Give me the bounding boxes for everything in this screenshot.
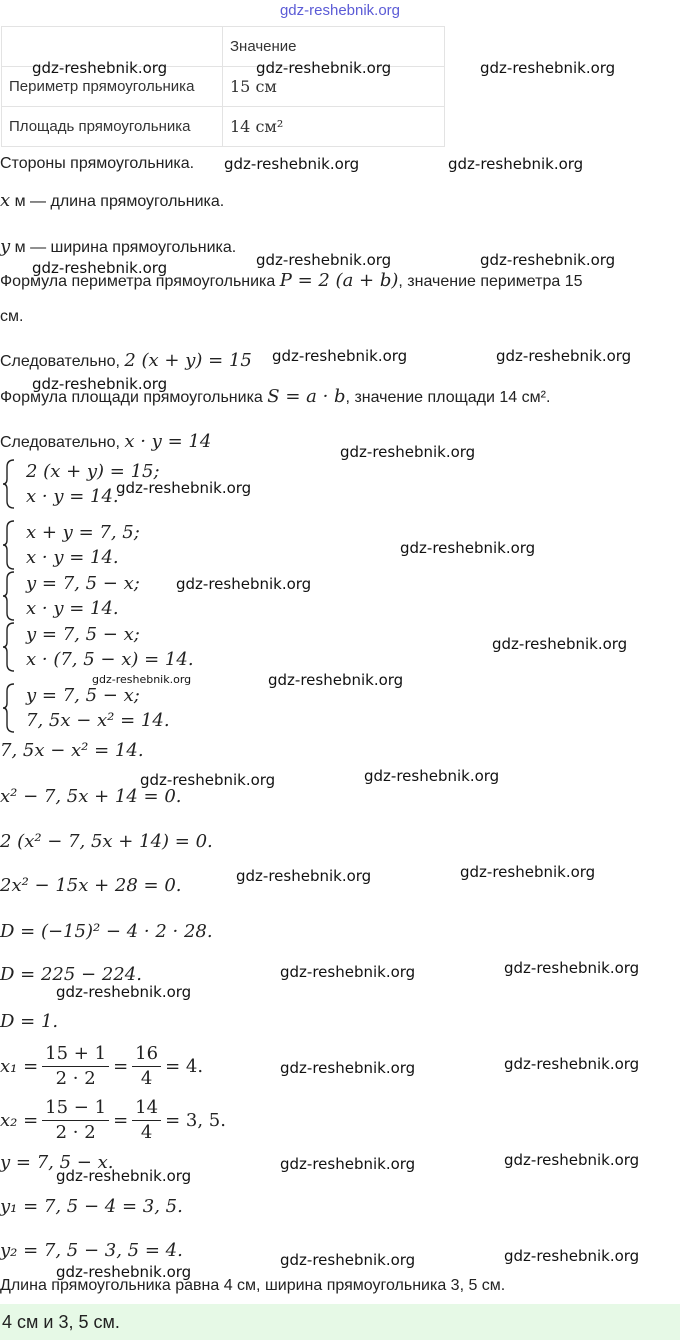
- watermark: gdz-reshebnik.org: [116, 479, 252, 497]
- area-formula-prefix: Формула площади прямоугольника: [0, 389, 268, 406]
- equation-text: x² − 7, 5x + 14 = 0.: [0, 786, 182, 807]
- conclusion-text: Длина прямоугольника равна 4 см, ширина прямоугольника 3, 5 см.: [0, 1277, 506, 1294]
- table-row-label: Периметр прямоугольника: [2, 67, 223, 107]
- fraction-denominator: 2 · 2: [55, 1121, 96, 1143]
- root-lhs: x₁ =: [0, 1055, 39, 1077]
- equation-system: [2, 520, 140, 570]
- equation-text: D = 225 − 224.: [0, 964, 142, 985]
- root-lhs: x₂ =: [0, 1109, 39, 1131]
- watermark: gdz-reshebnik.org: [400, 539, 536, 557]
- watermark: gdz-reshebnik.org: [448, 155, 584, 173]
- root-rest: = 4.: [165, 1055, 204, 1077]
- perimeter-formula-math: P = 2 (a + b): [279, 270, 399, 291]
- fraction: [42, 1098, 109, 1143]
- watermark: gdz-reshebnik.org: [272, 347, 408, 365]
- root-x2: [0, 1098, 226, 1143]
- perimeter-formula-suffix: , значение периметра 15: [398, 273, 583, 290]
- system-line: x · y = 14.: [26, 598, 119, 619]
- equation-system: [2, 622, 194, 672]
- equals-sign: =: [113, 1109, 129, 1131]
- fraction-denominator: 2 · 2: [55, 1067, 96, 1089]
- watermark: gdz-reshebnik.org: [268, 671, 404, 689]
- system-line: x · y = 14.: [26, 547, 119, 568]
- system-line: x · (7, 5 − x) = 14.: [26, 649, 194, 670]
- y-definition: [0, 236, 236, 257]
- x-variable: x: [0, 190, 11, 211]
- watermark: gdz-reshebnik.org: [56, 983, 192, 1001]
- table-row-value: 15 см: [223, 67, 445, 107]
- watermark: gdz-reshebnik.org: [504, 1055, 640, 1073]
- fraction-numerator: 15 − 1: [42, 1098, 109, 1121]
- table-header-cell: Значение: [223, 27, 445, 67]
- fraction: [132, 1044, 161, 1089]
- watermark: gdz-reshebnik.org: [460, 863, 596, 881]
- therefore-prefix: Следовательно,: [0, 353, 125, 370]
- watermark: gdz-reshebnik.org: [256, 251, 392, 269]
- equals-sign: =: [113, 1055, 129, 1077]
- watermark: gdz-reshebnik.org: [56, 1167, 192, 1185]
- equation: [0, 831, 213, 852]
- system-line: 2 (x + y) = 15;: [26, 461, 160, 482]
- answer-box: 4 см и 3, 5 см.: [0, 1304, 680, 1340]
- root-rest: = 3, 5.: [165, 1109, 226, 1131]
- equation-text: D = 1.: [0, 1011, 59, 1032]
- system-line: 7, 5x − x² = 14.: [26, 710, 170, 731]
- equation-text: 2x² − 15x + 28 = 0.: [0, 875, 182, 896]
- y-definition-text: м — ширина прямоугольника.: [10, 239, 237, 256]
- brace-icon: [2, 520, 16, 570]
- equation-text: y₂ = 7, 5 − 3, 5 = 4.: [0, 1240, 183, 1261]
- fraction: [42, 1044, 109, 1089]
- brace-icon: [2, 683, 16, 733]
- system-line: y = 7, 5 − x;: [26, 685, 140, 706]
- system-line: y = 7, 5 − x;: [26, 573, 140, 594]
- therefore-math: x · y = 14: [124, 431, 212, 452]
- watermark: gdz-reshebnik.org: [504, 1247, 640, 1265]
- table-row: [2, 107, 445, 147]
- equation-system: [2, 683, 170, 733]
- site-header[interactable]: gdz-reshebnik.org: [279, 2, 401, 19]
- fraction-numerator: 16: [132, 1044, 161, 1067]
- watermark: gdz-reshebnik.org: [236, 867, 372, 885]
- equation: [0, 875, 182, 896]
- equation-text: y₁ = 7, 5 − 4 = 3, 5.: [0, 1196, 183, 1217]
- watermark: gdz-reshebnik.org: [480, 251, 616, 269]
- watermark: gdz-reshebnik.org: [92, 673, 192, 686]
- therefore-prefix: Следовательно,: [0, 434, 125, 451]
- table-row-label: Площадь прямоугольника: [2, 107, 223, 147]
- equation: [0, 1011, 58, 1032]
- equation-text: 2 (x² − 7, 5x + 14) = 0.: [0, 831, 213, 852]
- system-line: y = 7, 5 − x;: [26, 624, 140, 645]
- perimeter-unit: см.: [0, 308, 24, 325]
- watermark: gdz-reshebnik.org: [496, 347, 632, 365]
- watermark: gdz-reshebnik.org: [340, 443, 476, 461]
- area-formula-suffix: , значение площади 14 см².: [345, 389, 551, 406]
- watermark: gdz-reshebnik.org: [492, 635, 628, 653]
- watermark: gdz-reshebnik.org: [364, 767, 500, 785]
- watermark: gdz-reshebnik.org: [280, 1059, 416, 1077]
- x-definition-text: м — длина прямоугольника.: [10, 193, 225, 210]
- brace-icon: [2, 622, 16, 672]
- watermark: gdz-reshebnik.org: [140, 771, 276, 789]
- equation: [0, 740, 144, 761]
- equation: [0, 921, 213, 942]
- watermark: gdz-reshebnik.org: [504, 1151, 640, 1169]
- watermark: gdz-reshebnik.org: [224, 155, 360, 173]
- watermark: gdz-reshebnik.org: [32, 375, 168, 393]
- fraction: [132, 1098, 161, 1143]
- watermark: gdz-reshebnik.org: [480, 59, 616, 77]
- brace-icon: [2, 571, 16, 621]
- system-line: x · y = 14.: [26, 486, 119, 507]
- sides-text: Стороны прямоугольника.: [0, 155, 195, 172]
- equation: [0, 964, 142, 985]
- watermark: gdz-reshebnik.org: [32, 259, 168, 277]
- equation-text: D = (−15)² − 4 · 2 · 28.: [0, 921, 213, 942]
- table-row-value: 14 см²: [223, 107, 445, 147]
- watermark: gdz-reshebnik.org: [280, 1251, 416, 1269]
- watermark: gdz-reshebnik.org: [176, 575, 312, 593]
- equation: [0, 1240, 183, 1261]
- root-x1: [0, 1044, 203, 1089]
- fraction-denominator: 4: [140, 1067, 153, 1089]
- fraction-denominator: 4: [140, 1121, 153, 1143]
- therefore-math: 2 (x + y) = 15: [124, 350, 252, 371]
- watermark: gdz-reshebnik.org: [280, 1155, 416, 1173]
- watermark: gdz-reshebnik.org: [56, 1263, 192, 1281]
- therefore-area: [0, 431, 211, 452]
- equation-text: y = 7, 5 − x.: [0, 1152, 114, 1173]
- watermark: gdz-reshebnik.org: [504, 959, 640, 977]
- equation: [0, 786, 182, 807]
- equation-system: [2, 571, 140, 621]
- system-line: x + y = 7, 5;: [26, 522, 140, 543]
- equation-text: 7, 5x − x² = 14.: [0, 740, 144, 761]
- watermark: gdz-reshebnik.org: [280, 963, 416, 981]
- perimeter-formula-prefix: Формула периметра прямоугольника: [0, 273, 280, 290]
- equation: [0, 1196, 183, 1217]
- fraction-numerator: 15 + 1: [42, 1044, 109, 1067]
- brace-icon: [2, 459, 16, 509]
- fraction-numerator: 14: [132, 1098, 161, 1121]
- watermark: gdz-reshebnik.org: [256, 59, 392, 77]
- x-definition: [0, 190, 224, 211]
- therefore-perimeter: [0, 350, 252, 371]
- y-variable: y: [0, 236, 11, 257]
- area-formula-math: S = a · b: [267, 386, 346, 407]
- values-table: [1, 26, 445, 147]
- watermark: gdz-reshebnik.org: [32, 59, 168, 77]
